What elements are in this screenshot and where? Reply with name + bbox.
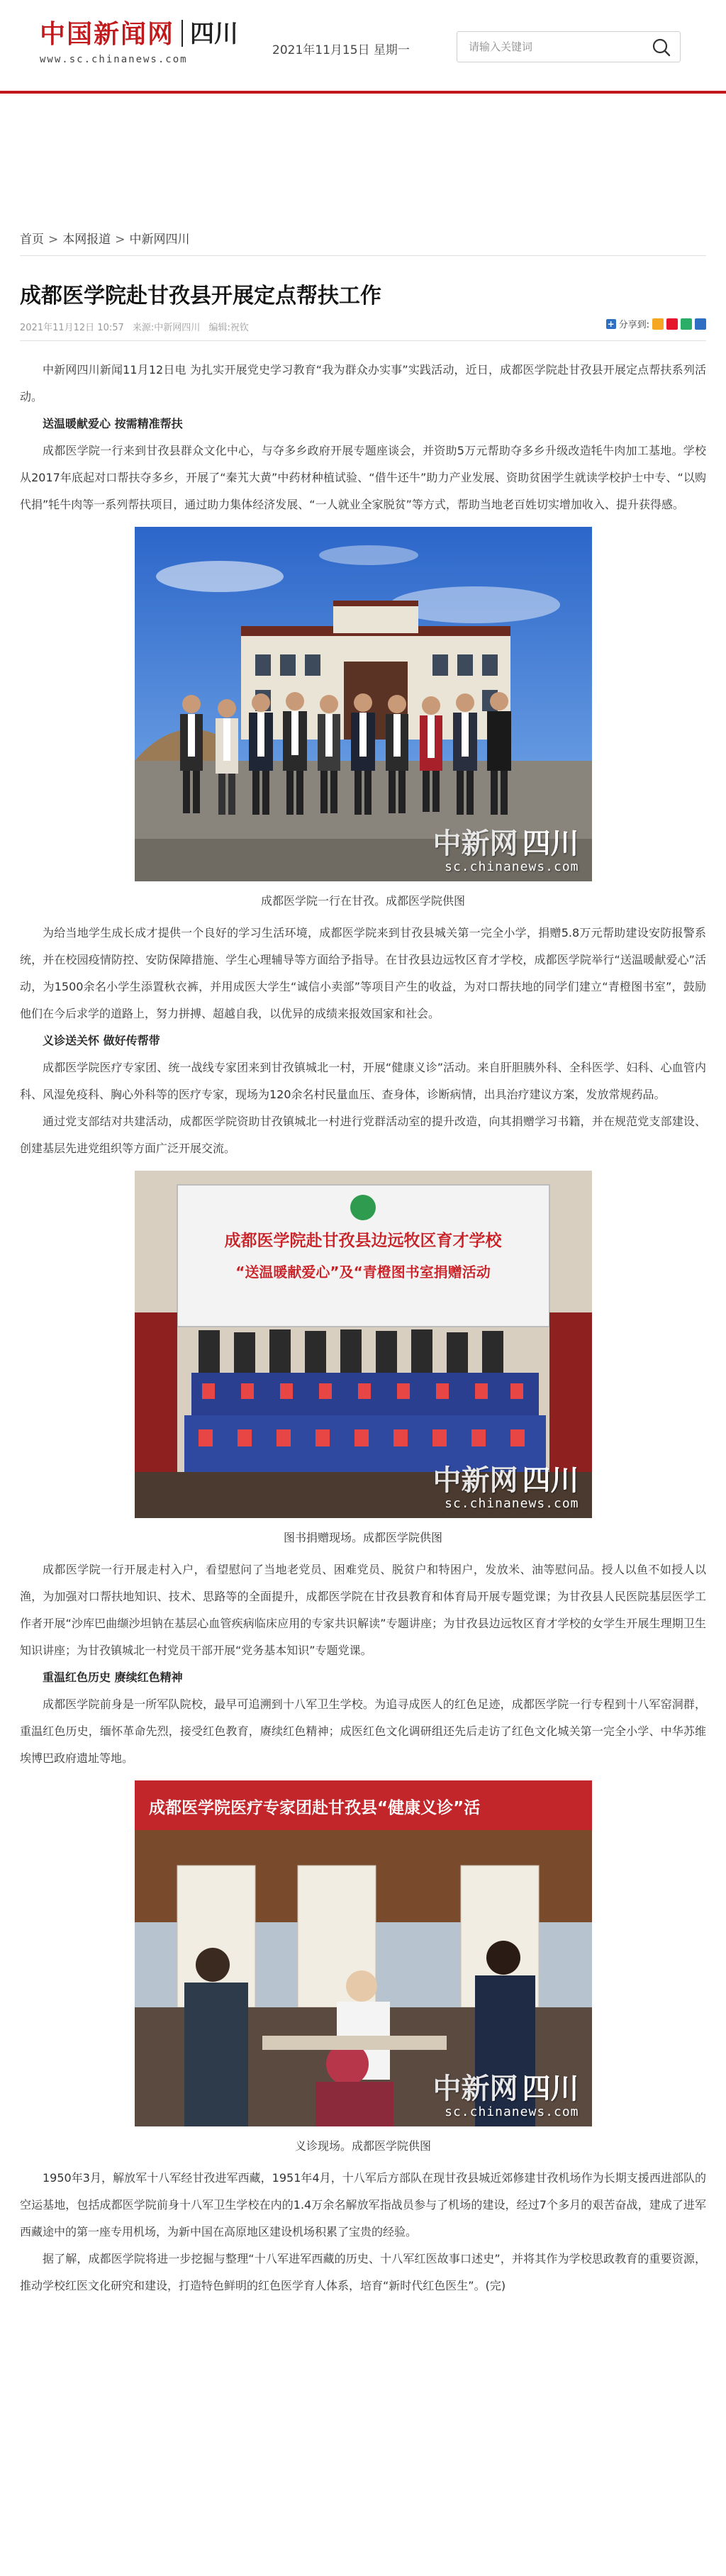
share-qzone-icon[interactable] — [652, 318, 664, 330]
section-heading: 送温暖献爱心 按需精准帮扶 — [43, 417, 183, 430]
site-logo[interactable] — [40, 18, 238, 75]
photo-watermark — [433, 828, 579, 874]
search-icon[interactable] — [652, 38, 671, 57]
photo-caption: 图书捐赠现场。成都医学院供图 — [283, 1531, 442, 1544]
search-input[interactable] — [457, 32, 635, 62]
photo-watermark — [433, 1465, 579, 1511]
watermark-url: sc.chinanews.com — [445, 859, 579, 874]
figure-book-donation — [135, 1171, 592, 1551]
watermark-brand: 中新网 — [432, 827, 518, 860]
paragraph: 1950年3月，解放军十八军经甘孜进军西藏，1951年4月，十八军后方部队在现甘孜县城近郊修建甘孜机场作为长期支援西进部队的空运基地，包括成都医学院前身十八军卫生学校在内的1.4万余名解放军指战员参与了机场的建设，经过7个多月的艰苦奋战，建成了进军西藏途中的第一座专用机场，为新中国在高原地区建设机场积累了宝贵的经验。 — [20, 2171, 706, 2238]
figure-free-clinic — [135, 1780, 592, 2159]
photo-free-clinic — [135, 1780, 592, 2126]
share-label: 分享到: — [618, 320, 649, 330]
breadcrumb-separator: > — [115, 233, 125, 247]
paragraph: 通过党支部结对共建活动，成都医学院资助甘孜镇城北一村进行党群活动室的提升改造，向其捐赠学习书籍，并在规范党支部建设、创建基层先进党组织等方面广泛开展交流。 — [20, 1115, 706, 1155]
banner-subtitle-line: “送温暖献爱心”及“青橙图书室捐赠活动 — [235, 1264, 491, 1281]
breadcrumb-home[interactable]: 首页 — [20, 233, 44, 247]
paragraph: 成都医学院一行来到甘孜县群众文化中心，与夺多乡政府开展专题座谈会，并资助5万元帮助夺多乡升级改造牦牛肉加工基地。学校从2017年底起对口帮扶夺多乡，开展了“秦艽大黄”中药材种植试验、“借牛还牛”助力产业发展、资助贫困学生就读学校护士中专、“以购代捐”牦牛肉等一系列帮扶项目，通过助力集体经济发展、“一人就业全家脱贫”等方式，帮助当地老百姓切实增加收入、提升获得感。 — [20, 444, 706, 511]
site-header — [0, 0, 726, 94]
breadcrumb-separator: > — [48, 233, 59, 247]
logo-url: www.sc.chinanews.com — [40, 54, 188, 65]
article-editor: 编辑:祝钦 — [208, 323, 249, 333]
watermark-url: sc.chinanews.com — [445, 1496, 579, 1511]
paragraph: 成都医学院一行开展走村入户，看望慰问了当地老党员、困难党员、脱贫户和特困户，发放米、油等慰问品。授人以鱼不如授人以渔，为加强对口帮扶地知识、技术、思路等的全面提升，成都医学院在甘孜县教育和体育局开展专题党课；为甘孜县人民医院基层医学工作者开展“沙库巴曲缬沙坦钠在基层心血管疾病临床应用的专家共识解读”专题讲座；为甘孜县边远牧区育才学校的女学生开展生理期卫生知识讲座；为甘孜镇城北一村党员干部开展“党务基本知识”专题党课。 — [20, 1563, 706, 1657]
logo-chinanews: 中国新闻网 — [40, 19, 175, 49]
paragraph: 据了解，成都医学院将进一步挖掘与整理“十八军进军西藏的历史、十八军红医故事口述史”，并将其作为学校思政教育的重要资源，推动学校红医文化研究和建设，打造特色鲜明的红色医学育人体系，培育“新时代红色医生”。(完) — [20, 2252, 706, 2292]
section-heading: 义诊送关怀 做好传帮带 — [43, 1034, 160, 1047]
share-wechat-icon[interactable] — [681, 318, 692, 330]
watermark-url: sc.chinanews.com — [445, 2104, 579, 2119]
watermark-region: 四川 — [522, 827, 579, 860]
article-body — [20, 357, 706, 2299]
banner-title-line: 成都医学院医疗专家团赴甘孜县“健康义诊”活 — [148, 1799, 480, 1817]
share-renren-icon[interactable] — [695, 318, 706, 330]
watermark-region: 四川 — [522, 1463, 579, 1497]
breadcrumb — [20, 229, 190, 247]
article-meta — [20, 320, 255, 333]
article-title: 成都医学院赴甘孜县开展定点帮扶工作 — [20, 284, 381, 308]
figure-group-photo — [135, 527, 592, 914]
paragraph: 为给当地学生成长成才提供一个良好的学习生活环境，成都医学院来到甘孜县城关第一完全小学，捐赠5.8万元帮助建设安防报警系统，并在校园疫情防控、安防保障措施、学生心理辅导等方面给予指导。在甘孜县边远牧区育才学校，成都医学院举行“送温暖献爱心”活动，为1500余名小学生添置秋衣裤，并用成医大学生“诚信小卖部”等项目产生的收益，为对口帮扶地的同学们建立“青橙图书室”，鼓励他们在今后求学的道路上，努力拼搏、超越自我，以优异的成绩来报效国家和社会。 — [20, 926, 706, 1020]
paragraph: 中新网四川新闻11月12日电 为扎实开展党史学习教育“我为群众办实事”实践活动，近日，成都医学院赴甘孜县开展定点帮扶系列活动。 — [20, 363, 706, 403]
breadcrumb-divider — [20, 255, 706, 256]
article-datetime: 2021年11月12日 10:57 — [20, 323, 124, 333]
photo-caption: 成都医学院一行在甘孜。成都医学院供图 — [260, 894, 465, 908]
paragraph: 成都医学院前身是一所军队院校，最早可追溯到十八军卫生学校。为追寻成医人的红色足迹，成都医学院一行专程到十八军窑洞群，重温红色历史，缅怀革命先烈，接受红色教育，赓续红色精神；成医红色文化调研组还先后走访了红色文化城关第一完全小学、中华苏维埃博巴政府遗址等地。 — [20, 1697, 706, 1765]
photo-caption: 义诊现场。成都医学院供图 — [294, 2139, 431, 2153]
logo-region: 四川 — [190, 20, 239, 48]
watermark-region: 四川 — [522, 2072, 579, 2105]
section-heading: 重温红色历史 赓续红色精神 — [43, 1671, 183, 1684]
header-date: 2021年11月15日 星期一 — [272, 43, 410, 57]
banner-title-line: 成都医学院赴甘孜县边远牧区育才学校 — [224, 1232, 501, 1250]
article-source: 来源:中新网四川 — [132, 323, 201, 333]
photo-book-donation — [135, 1171, 592, 1518]
paragraph: 成都医学院医疗专家团、统一战线专家团来到甘孜镇城北一村，开展“健康义诊”活动。来自肝胆胰外科、全科医学、妇科、心血管内科、风湿免疫科、胸心外科等的医疗专家，现场为120余名村民量血压、查身体，诊断病情，出具治疗建议方案，发放常规药品。 — [20, 1061, 706, 1101]
logo-divider — [182, 20, 183, 47]
watermark-brand: 中新网 — [432, 1463, 518, 1497]
breadcrumb-section[interactable]: 本网报道 — [62, 233, 111, 247]
share-bar — [606, 317, 706, 330]
watermark-brand: 中新网 — [432, 2072, 518, 2105]
photo-group-in-ganzi — [135, 527, 592, 881]
share-plus-icon[interactable]: + — [607, 318, 615, 329]
breadcrumb-channel[interactable]: 中新网四川 — [129, 233, 190, 247]
search-box — [457, 31, 681, 62]
share-weibo-icon[interactable] — [666, 318, 678, 330]
title-divider — [20, 340, 706, 341]
photo-watermark — [433, 2073, 579, 2119]
